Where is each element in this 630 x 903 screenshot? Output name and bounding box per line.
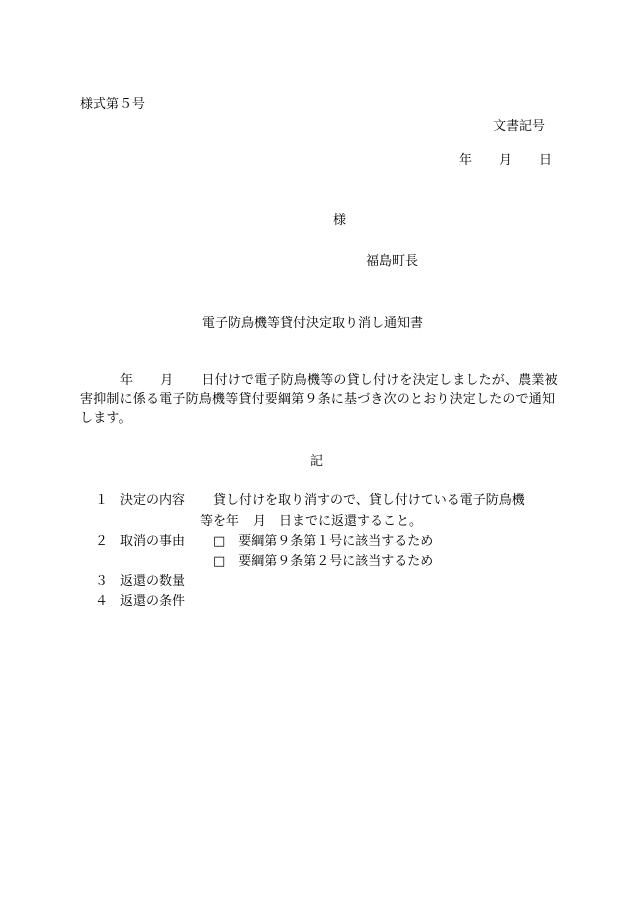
item-1-line2-month: 月 xyxy=(253,514,267,529)
form-number: 様式第５号 xyxy=(80,97,146,112)
addressee-honorific: 様 xyxy=(333,213,347,228)
item-1-number: １ xyxy=(95,493,109,508)
item-2-option-2-text: 要綱第９条第２号に該当するため xyxy=(238,554,434,569)
body-month: 月 xyxy=(160,373,174,388)
item-1-content-line1: 貸し付けを取り消すので、貸し付けている電子防鳥機 xyxy=(213,493,525,508)
item-2-option-1-text: 要綱第９条第１号に該当するため xyxy=(238,534,434,549)
item-2-option-1 xyxy=(213,532,433,551)
item-4-label: 返還の条件 xyxy=(120,594,186,609)
item-4-number: ４ xyxy=(95,594,109,609)
body-paragraph xyxy=(80,371,558,428)
date-year: 年 xyxy=(459,153,473,168)
document-title: 電子防鳥機等貸付決定取り消し通知書 xyxy=(202,316,424,331)
date-month: 月 xyxy=(499,153,513,168)
item-1-label: 決定の内容 xyxy=(120,493,186,508)
item-2-number: ２ xyxy=(95,534,109,549)
date-day: 日 xyxy=(539,153,553,168)
item-1-line2-prefix: 等を年 xyxy=(200,514,240,529)
item-2-label: 取消の事由 xyxy=(120,534,186,549)
item-3-label: 返還の数量 xyxy=(120,574,186,589)
body-text: 日付けで電子防鳥機等の貸し付けを決定しましたが、農業被害抑制に係る電子防鳥機等貸付要綱第９条に基づき次のとおり決定したので通知します。 xyxy=(80,373,558,426)
sender-name: 福島町長 xyxy=(366,254,419,269)
ki-heading: 記 xyxy=(310,454,324,469)
item-3-number: ３ xyxy=(95,574,109,589)
document-code: 文書記号 xyxy=(493,119,546,134)
item-2-option-2-checkbox[interactable]: □ xyxy=(213,554,226,569)
body-year: 年 xyxy=(120,373,134,388)
item-2-option-1-checkbox[interactable]: □ xyxy=(213,534,226,549)
item-2-option-2 xyxy=(213,552,433,571)
item-1-line2-suffix: 日までに返還すること。 xyxy=(279,514,423,529)
item-1-content-line2 xyxy=(200,512,422,531)
